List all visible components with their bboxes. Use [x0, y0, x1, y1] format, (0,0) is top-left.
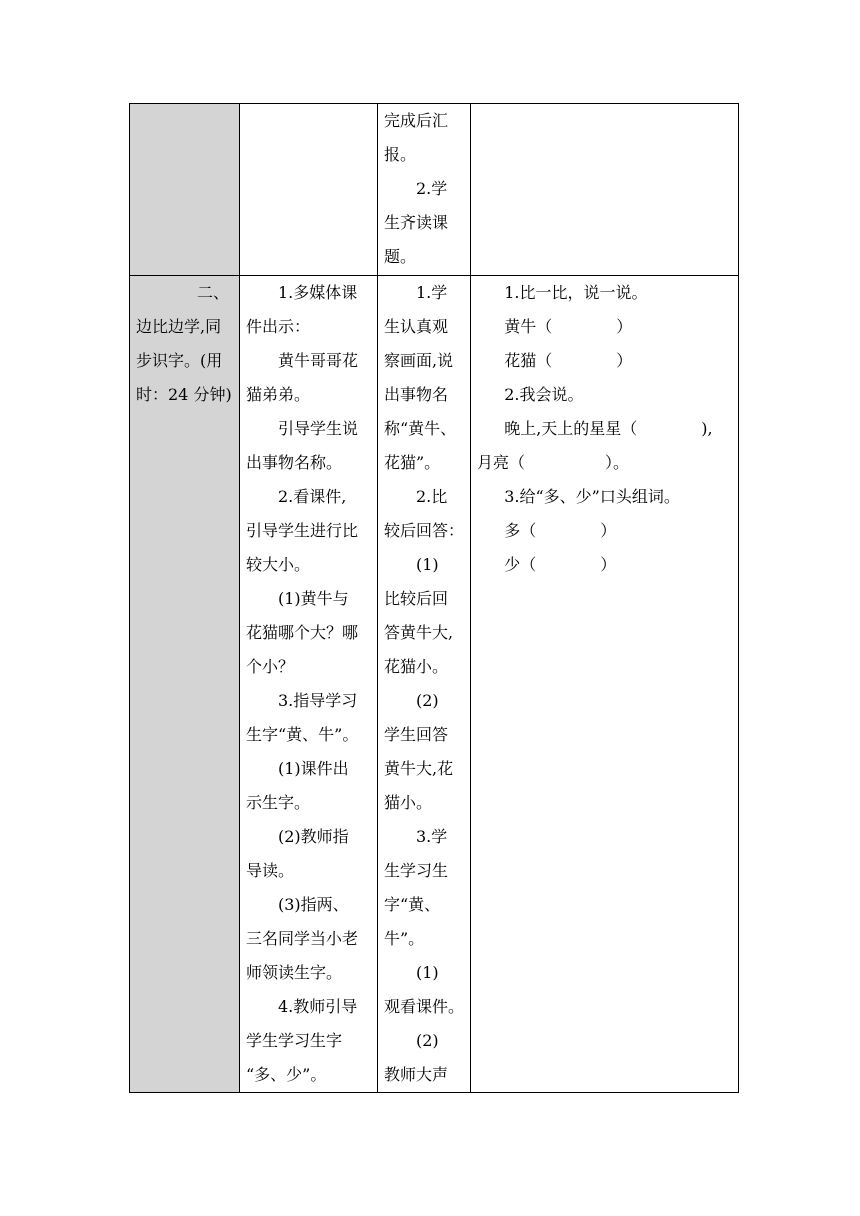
student-text-line: (1): [416, 963, 439, 982]
teacher-text-line: 学生学习生字: [246, 1031, 343, 1050]
student-text-line: 称“黄牛、: [384, 419, 457, 438]
student-text-line: 2.比: [416, 487, 448, 506]
table-row: [130, 104, 739, 276]
student-text-line: 1.学: [416, 283, 448, 302]
student-text-line: 牛”。: [384, 929, 425, 948]
student-activity-cell: [378, 276, 471, 1093]
section-title-cell: [130, 276, 240, 1093]
exercise-line: 晚上,天上的星星（ ),: [504, 419, 713, 438]
exercise-cell: [471, 104, 739, 276]
teacher-text-line: “多、少”。: [246, 1065, 327, 1084]
teacher-text-line: (3)指两、: [278, 895, 349, 914]
teacher-text-line: 2.看课件,: [278, 487, 347, 506]
teacher-text-line: 较大小。: [246, 555, 311, 574]
section-cell-shaded: [130, 104, 240, 276]
exercise-line: 多（ ）: [504, 521, 617, 540]
teacher-text-line: 出事物名称。: [246, 453, 343, 472]
teacher-text-line: 三名同学当小老: [246, 929, 359, 948]
teacher-text-line: (1)课件出: [278, 759, 349, 778]
student-text-line: 察画面,说: [384, 351, 454, 370]
student-text-line: 花猫小。: [384, 657, 449, 676]
student-text-line: 猫小。: [384, 793, 433, 812]
student-text-line: 字“黄、: [384, 895, 441, 914]
student-activity-cell: [378, 104, 471, 276]
student-text-line: 出事物名: [384, 385, 449, 404]
student-text-line: 3.学: [416, 827, 448, 846]
exercise-line: 花猫（ ）: [504, 351, 633, 370]
section-title-text: 时：24 分钟): [136, 385, 232, 404]
student-text-line: 2.学: [416, 179, 448, 198]
student-text-line: 答黄牛大,: [384, 623, 454, 642]
student-text-line: 生认真观: [384, 317, 449, 336]
student-text-line: (1): [416, 555, 439, 574]
teacher-text-line: 引导学生说: [278, 419, 359, 438]
teacher-text-line: 花猫哪个大？哪: [246, 623, 359, 642]
teacher-text-line: 师领读生字。: [246, 963, 343, 982]
student-text-line: 报。: [384, 145, 417, 164]
exercise-line: 少（ ）: [504, 555, 617, 574]
teacher-text-line: 黄牛哥哥花: [278, 351, 359, 370]
teacher-activity-cell: [240, 104, 378, 276]
exercise-line: 2.我会说。: [504, 385, 584, 404]
exercise-line: 1.比一比，说一说。: [504, 283, 648, 302]
teacher-text-line: (1)黄牛与: [278, 589, 349, 608]
student-text-line: (2): [416, 1031, 439, 1050]
student-text-line: 学生回答: [384, 725, 449, 744]
student-text-line: (2): [416, 691, 439, 710]
teacher-text-line: 引导学生进行比: [246, 521, 359, 540]
section-title-text: 步识字。(用: [136, 351, 223, 370]
teacher-activity-cell: [240, 276, 378, 1093]
exercise-line: 黄牛（ ）: [504, 317, 633, 336]
student-text-line: 教师大声: [384, 1065, 449, 1084]
teacher-text-line: 导读。: [246, 861, 295, 880]
teacher-text-line: 生字“黄、牛”。: [246, 725, 359, 744]
section-title-number: 二、: [196, 283, 229, 302]
teacher-text-line: 3.指导学习: [278, 691, 358, 710]
table-row: [130, 276, 739, 1093]
teacher-text-line: 猫弟弟。: [246, 385, 311, 404]
lesson-plan-table: [129, 103, 739, 1093]
teacher-text-line: 1.多媒体课: [278, 283, 358, 302]
student-text-line: 题。: [384, 247, 417, 266]
teacher-text-line: 个小？: [246, 657, 295, 676]
student-text-line: 较后回答：: [384, 521, 465, 540]
student-text-line: 生学习生: [384, 861, 449, 880]
student-text-line: 完成后汇: [384, 111, 449, 130]
section-title-text: 边比边学,同: [136, 317, 222, 336]
student-text-line: 观看课件。: [384, 997, 465, 1016]
student-text-line: 生齐读课: [384, 213, 449, 232]
teacher-text-line: 4.教师引导: [278, 997, 358, 1016]
teacher-text-line: 件出示：: [246, 317, 311, 336]
exercise-cell: [471, 276, 739, 1093]
exercise-line: 月亮（ ）。: [477, 453, 630, 472]
student-text-line: 比较后回: [384, 589, 449, 608]
teacher-text-line: 示生字。: [246, 793, 311, 812]
student-text-line: 花猫”。: [384, 453, 441, 472]
exercise-line: 3.给“多、少”口头组词。: [504, 487, 680, 506]
teacher-text-line: (2)教师指: [278, 827, 349, 846]
student-text-line: 黄牛大,花: [384, 759, 454, 778]
